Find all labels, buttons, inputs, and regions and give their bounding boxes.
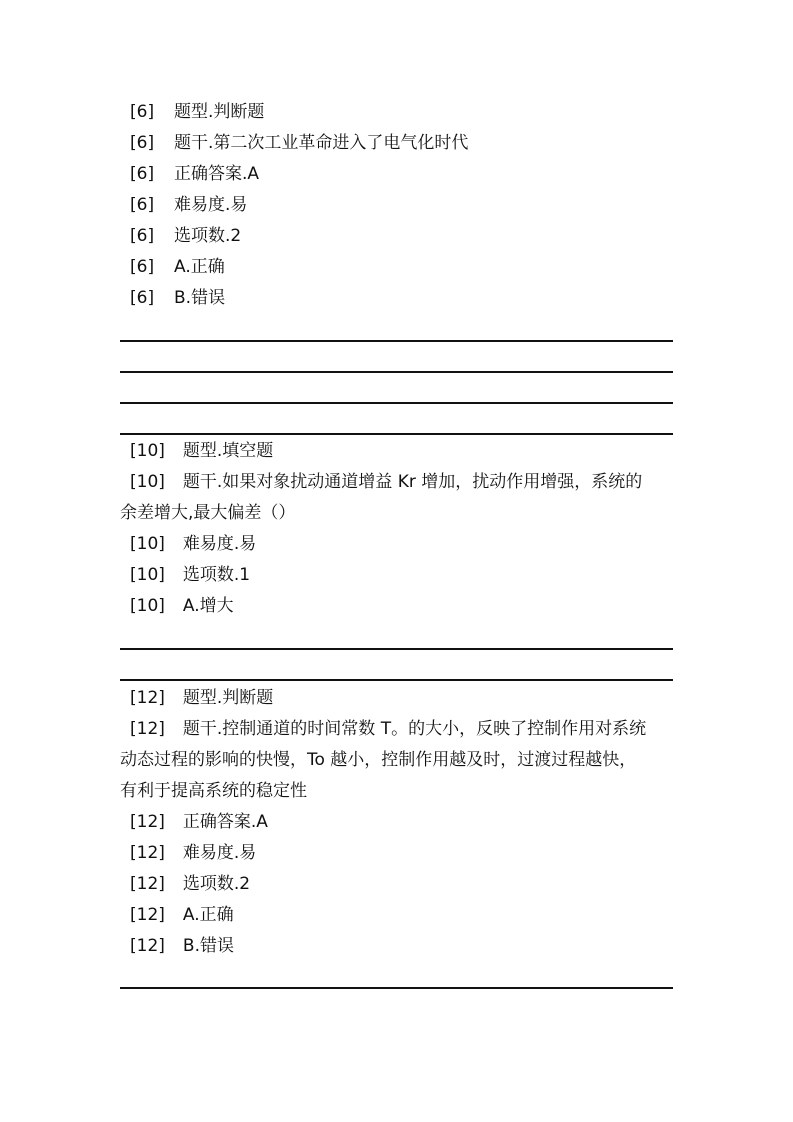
q6-line-option-b: [6] B.错误 — [130, 288, 226, 308]
q12-line-stem-cont: 有利于提高系统的稳定性 — [120, 781, 307, 801]
q12-line-option-b: [12] B.错误 — [130, 936, 234, 956]
q6-line-option-a: [6] A.正确 — [130, 257, 225, 277]
separator-rule — [120, 433, 673, 435]
q12-line-option-a: [12] A.正确 — [130, 905, 234, 925]
q12-line-option-count: [12] 选项数.2 — [130, 874, 251, 894]
q10-line-difficulty: [10] 难易度.易 — [130, 534, 257, 554]
q12-line-difficulty: [12] 难易度.易 — [130, 843, 257, 863]
q6-line-type: [6] 题型.判断题 — [130, 102, 265, 122]
question-6-block — [120, 97, 673, 314]
separator-rule — [120, 371, 673, 373]
q10-line-stem-cont: 余差增大,最大偏差（） — [120, 503, 296, 523]
separator-rule — [120, 402, 673, 404]
q6-line-answer: [6] 正确答案.A — [130, 164, 260, 184]
separator-rule — [120, 648, 673, 650]
q10-line-type: [10] 题型.填空题 — [130, 441, 274, 461]
question-12-block — [120, 683, 673, 962]
q6-line-option-count: [6] 选项数.2 — [130, 226, 242, 246]
q12-line-stem-cont: 动态过程的影响的快慢，To 越小，控制作用越及时，过渡过程越快， — [120, 750, 637, 770]
q10-line-option-count: [10] 选项数.1 — [130, 565, 251, 585]
q10-line-option-a: [10] A.增大 — [130, 596, 234, 616]
separator-rule — [120, 679, 673, 681]
q12-line-stem: [12] 题干.控制通道的时间常数 T。的大小，反映了控制作用对系统 — [130, 719, 647, 739]
separator-rule — [120, 340, 673, 342]
q12-line-type: [12] 题型.判断题 — [130, 688, 274, 708]
q10-line-stem: [10] 题干.如果对象扰动通道增益 Kr 增加，扰动作用增强，系统的 — [130, 472, 643, 492]
q6-line-difficulty: [6] 难易度.易 — [130, 195, 248, 215]
q12-line-answer: [12] 正确答案.A — [130, 812, 268, 832]
q6-line-stem: [6] 题干.第二次工业革命进入了电气化时代 — [130, 133, 469, 153]
question-10-block — [120, 436, 673, 622]
separator-rule — [120, 987, 673, 989]
